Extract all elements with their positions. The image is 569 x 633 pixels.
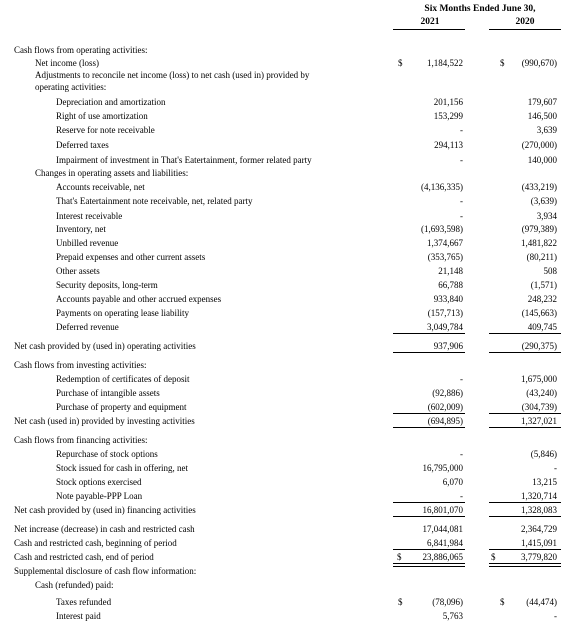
underline-2021	[393, 333, 465, 334]
row-label: Reserve for note receivable	[56, 125, 155, 135]
value-2021: 153,299	[433, 111, 463, 121]
value-2021: (78,096)	[432, 597, 463, 607]
table-row	[0, 551, 569, 563]
value-2021: 5,763	[442, 611, 463, 621]
row-label: Depreciation and amortization	[56, 97, 166, 107]
row-label: Cash and restricted cash, beginning of period	[14, 538, 177, 548]
value-2020: (433,219)	[521, 182, 557, 192]
row-label: Cash flows from operating activities:	[14, 45, 148, 55]
value-2021: (4,136,335)	[421, 182, 463, 192]
table-row	[0, 57, 569, 69]
table-row	[0, 596, 569, 608]
underline-2021	[393, 352, 465, 353]
table-row	[0, 223, 569, 235]
underline-2021	[393, 413, 465, 414]
value-2020: 2,364,729	[521, 524, 557, 534]
currency-symbol-2020: $	[491, 552, 496, 562]
value-2021: 21,148	[438, 266, 463, 276]
value-2020: (290,375)	[521, 341, 557, 351]
header-rule-2021	[393, 29, 465, 30]
table-row	[0, 96, 569, 108]
row-label: Interest paid	[56, 611, 101, 621]
row-label: Changes in operating assets and liabilities:	[35, 168, 189, 178]
value-2021: 1,184,522	[427, 58, 463, 68]
value-2020: 140,000	[527, 155, 557, 165]
table-row	[0, 462, 569, 474]
table-row	[0, 251, 569, 263]
currency-symbol-2020: $	[500, 597, 505, 607]
value-2021: -	[460, 211, 463, 221]
value-2021: 937,906	[433, 341, 463, 351]
table-row	[0, 124, 569, 136]
value-2020: (145,663)	[521, 308, 557, 318]
value-2020: (1,571)	[530, 280, 557, 290]
table-row	[0, 579, 569, 591]
value-2020: 179,607	[527, 97, 557, 107]
row-label: Net cash provided by (used in) financing activities	[14, 505, 196, 515]
underline-2020	[489, 502, 561, 503]
row-label: Deferred revenue	[56, 322, 119, 332]
value-2020: -	[554, 463, 557, 473]
row-label: Cash flows from investing activities:	[14, 360, 147, 370]
value-2020: 13,215	[532, 477, 557, 487]
value-2021: 6,841,984	[427, 538, 463, 548]
value-2020: 508	[543, 266, 557, 276]
table-row	[0, 69, 569, 81]
currency-symbol-2021: $	[397, 552, 402, 562]
table-row	[0, 523, 569, 535]
row-label: Cash flows from financing activities:	[14, 435, 148, 445]
value-2020: (43,240)	[526, 388, 557, 398]
value-2021: 201,156	[433, 97, 463, 107]
value-2020: (270,000)	[521, 140, 557, 150]
value-2021: (353,765)	[427, 252, 463, 262]
value-2021: 3,049,784	[427, 322, 463, 332]
table-row	[0, 476, 569, 488]
value-2021: (602,009)	[427, 402, 463, 412]
underline-2021	[393, 502, 465, 503]
row-label: Prepaid expenses and other current assets	[56, 252, 206, 262]
currency-symbol-2021: $	[398, 58, 403, 68]
value-2021: -	[460, 449, 463, 459]
value-2021: (1,693,598)	[421, 224, 463, 234]
column-header-2021: 2021	[420, 17, 440, 27]
row-label: Security deposits, long-term	[56, 280, 158, 290]
table-row	[0, 434, 569, 446]
value-2020: 3,639	[536, 125, 557, 135]
row-label: Purchase of property and equipment	[56, 402, 187, 412]
value-2021: 933,840	[433, 294, 463, 304]
column-header-period: Six Months Ended June 30,	[424, 4, 536, 14]
table-row	[0, 401, 569, 413]
row-label: Interest receivable	[56, 211, 123, 221]
table-row	[0, 210, 569, 222]
value-2021: 16,795,000	[422, 463, 463, 473]
table-row	[0, 321, 569, 333]
value-2021: -	[460, 374, 463, 384]
value-2021: 1,374,667	[427, 238, 463, 248]
table-row	[0, 167, 569, 179]
table-row	[0, 307, 569, 319]
table-row	[0, 610, 569, 622]
value-2021: (92,886)	[432, 388, 463, 398]
table-row	[0, 44, 569, 56]
row-label: Supplemental disclosure of cash flow information:	[14, 566, 197, 576]
value-2020: 409,745	[527, 322, 557, 332]
row-label: Net cash provided by (used in) operating activities	[14, 341, 196, 351]
table-row	[0, 279, 569, 291]
underline-2021	[393, 549, 465, 550]
underline-2021	[393, 427, 465, 428]
table-row	[0, 387, 569, 399]
row-label: Stock issued for cash in offering, net	[56, 463, 189, 473]
row-label: Inventory, net	[56, 224, 106, 234]
table-row	[0, 359, 569, 371]
value-2021: -	[460, 196, 463, 206]
row-label: Unbilled revenue	[56, 238, 119, 248]
row-label: Right of use amortization	[56, 111, 148, 121]
table-row	[0, 504, 569, 516]
table-row	[0, 154, 569, 166]
underline-2020	[489, 352, 561, 353]
value-2021: 23,886,065	[422, 552, 463, 562]
value-2020: (44,474)	[526, 597, 557, 607]
row-label: Adjustments to reconcile net income (loss) to net cash (used in) provided by	[35, 70, 310, 80]
value-2020: (979,389)	[521, 224, 557, 234]
row-label: Accounts receivable, net	[56, 182, 145, 192]
table-row	[0, 565, 569, 577]
value-2021: 6,070	[442, 477, 463, 487]
value-2021: 294,113	[434, 140, 463, 150]
header-rule-2020	[489, 29, 561, 30]
value-2020: 1,675,000	[521, 374, 557, 384]
row-label: Note payable-PPP Loan	[56, 491, 143, 501]
row-label: Net cash (used in) provided by investing activities	[14, 416, 195, 426]
row-label: Repurchase of stock options	[56, 449, 158, 459]
underline-2020	[489, 427, 561, 428]
table-row	[0, 340, 569, 352]
row-label: Accounts payable and other accrued expenses	[56, 294, 222, 304]
value-2020: -	[554, 611, 557, 621]
underline-2020	[489, 333, 561, 334]
underline-2020	[489, 549, 561, 550]
value-2020: 1,415,091	[521, 538, 557, 548]
table-row	[0, 265, 569, 277]
table-row	[0, 537, 569, 549]
row-label: Cash (refunded) paid:	[35, 580, 114, 590]
value-2020: (990,670)	[521, 58, 557, 68]
table-row	[0, 81, 569, 93]
value-2020: 1,327,021	[521, 416, 557, 426]
value-2021: 66,788	[438, 280, 463, 290]
row-label: Other assets	[56, 266, 100, 276]
value-2021: 17,044,081	[422, 524, 463, 534]
table-row	[0, 110, 569, 122]
value-2021: 16,801,070	[422, 505, 463, 515]
underline-2020	[489, 516, 561, 517]
table-row	[0, 448, 569, 460]
value-2020: 1,328,083	[521, 505, 557, 515]
value-2020: (80,211)	[526, 252, 557, 262]
table-row	[0, 490, 569, 502]
table-row	[0, 195, 569, 207]
value-2020: (5,846)	[530, 449, 557, 459]
column-header-2020: 2020	[515, 17, 535, 27]
value-2020: 248,232	[527, 294, 557, 304]
value-2020: (3,639)	[530, 196, 557, 206]
row-label: Stock options exercised	[56, 477, 142, 487]
table-row	[0, 181, 569, 193]
value-2021: -	[460, 491, 463, 501]
row-label: Purchase of intangible assets	[56, 388, 160, 398]
row-label: Impairment of investment in That's Eatertainment, former related party	[56, 155, 312, 165]
value-2020: 1,481,822	[521, 238, 557, 248]
table-row	[0, 237, 569, 249]
value-2020: 3,779,820	[521, 552, 557, 562]
underline-2021	[393, 516, 465, 517]
value-2021: -	[460, 155, 463, 165]
value-2021: (157,713)	[427, 308, 463, 318]
row-label: Net increase (decrease) in cash and restricted cash	[14, 524, 195, 534]
table-row	[0, 415, 569, 427]
currency-symbol-2021: $	[398, 597, 403, 607]
row-label: That's Eatertainment note receivable, net, related party	[56, 196, 253, 206]
underline-2020	[489, 413, 561, 414]
value-2020: 146,500	[527, 111, 557, 121]
table-row	[0, 373, 569, 385]
currency-symbol-2020: $	[500, 58, 505, 68]
table-row	[0, 139, 569, 151]
row-label: Deferred taxes	[56, 140, 109, 150]
row-label: Payments on operating lease liability	[56, 308, 189, 318]
table-row	[0, 293, 569, 305]
value-2021: -	[460, 125, 463, 135]
value-2020: (304,739)	[521, 402, 557, 412]
row-label: Redemption of certificates of deposit	[56, 374, 190, 384]
value-2021: (694,895)	[427, 416, 463, 426]
row-label: operating activities:	[35, 82, 107, 92]
row-label: Net income (loss)	[35, 58, 99, 68]
value-2020: 3,934	[536, 211, 557, 221]
row-label: Cash and restricted cash, end of period	[14, 552, 154, 562]
row-label: Taxes refunded	[56, 597, 112, 607]
value-2020: 1,320,714	[521, 491, 557, 501]
